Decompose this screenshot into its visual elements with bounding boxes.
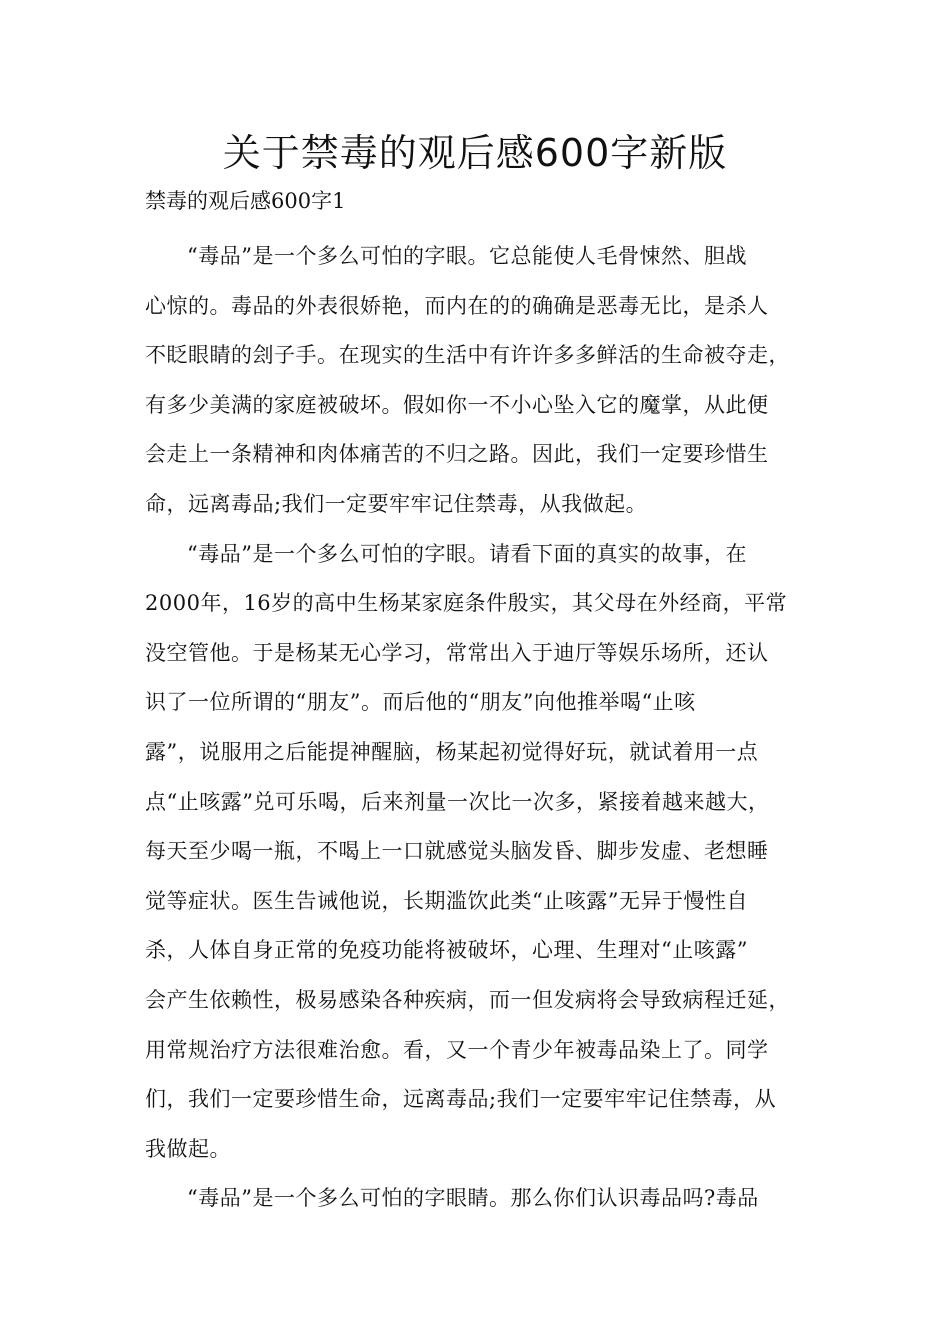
text-line: 识了一位所谓的“朋友”。而后他的“朋友”向他推举喝“止咳 xyxy=(145,690,696,715)
text-line: 我做起。 xyxy=(145,1136,231,1161)
text-line: 每天至少喝一瓶，不喝上一口就感觉头脑发昏、脚步发虚、老想睡 xyxy=(145,839,769,864)
text-line: “毒品”是一个多么可怕的字眼。请看下面的真实的故事，在 xyxy=(187,541,747,566)
text-line: 命，远离毒品;我们一定要牢牢记住禁毒，从我做起。 xyxy=(145,491,648,516)
text-line: 杀，人体自身正常的免疫功能将被破坏，心理、生理对“止咳露” xyxy=(145,938,748,963)
text-line: 2000年，16岁的高中生杨某家庭条件殷实，其父母在外经商，平常 xyxy=(145,591,788,616)
document-body xyxy=(145,232,810,1224)
text-line: 会产生依赖性，极易感染各种疾病，而一但发病将会导致病程迁延， xyxy=(145,987,790,1012)
paragraph xyxy=(145,1174,810,1224)
text-line: 觉等症状。医生告诫他说，长期滥饮此类“止咳露”无异于慢性自 xyxy=(145,888,748,913)
text-line: 露”，说服用之后能提神醒脑，杨某起初觉得好玩，就试着用一点 xyxy=(145,739,759,764)
section-heading: 禁毒的观后感600字1 xyxy=(145,189,346,213)
text-line: “毒品”是一个多么可怕的字眼。它总能使人毛骨悚然、胆战 xyxy=(187,244,747,268)
text-line: 没空管他。于是杨某无心学习，常常出入于迪厅等娱乐场所，还认 xyxy=(145,640,769,665)
text-line: 们，我们一定要珍惜生命，远离毒品;我们一定要牢牢记住禁毒，从 xyxy=(145,1087,777,1112)
document-title: 关于禁毒的观后感600字新版 xyxy=(222,131,728,175)
paragraph xyxy=(145,530,810,1175)
text-line: 不眨眼睛的刽子手。在现实的生活中有许许多多鲜活的生命被夺走， xyxy=(145,343,790,368)
text-line: 点“止咳露”兑可乐喝，后来剂量一次比一次多，紧接着越来越大， xyxy=(145,789,770,814)
text-line: 用常规治疗方法很难治愈。看，又一个青少年被毒品染上了。同学 xyxy=(145,1037,769,1062)
paragraph xyxy=(145,232,810,530)
text-line: 心惊的。毒品的外表很娇艳，而内在的的确确是恶毒无比，是杀人 xyxy=(145,293,769,318)
text-line: 有多少美满的家庭被破坏。假如你一不小心坠入它的魔掌，从此便 xyxy=(145,392,769,417)
text-line: “毒品”是一个多么可怕的字眼睛。那么你们认识毒品吗?毒品 xyxy=(187,1186,759,1211)
text-line: 会走上一条精神和肉体痛苦的不归之路。因此，我们一定要珍惜生 xyxy=(145,442,769,467)
